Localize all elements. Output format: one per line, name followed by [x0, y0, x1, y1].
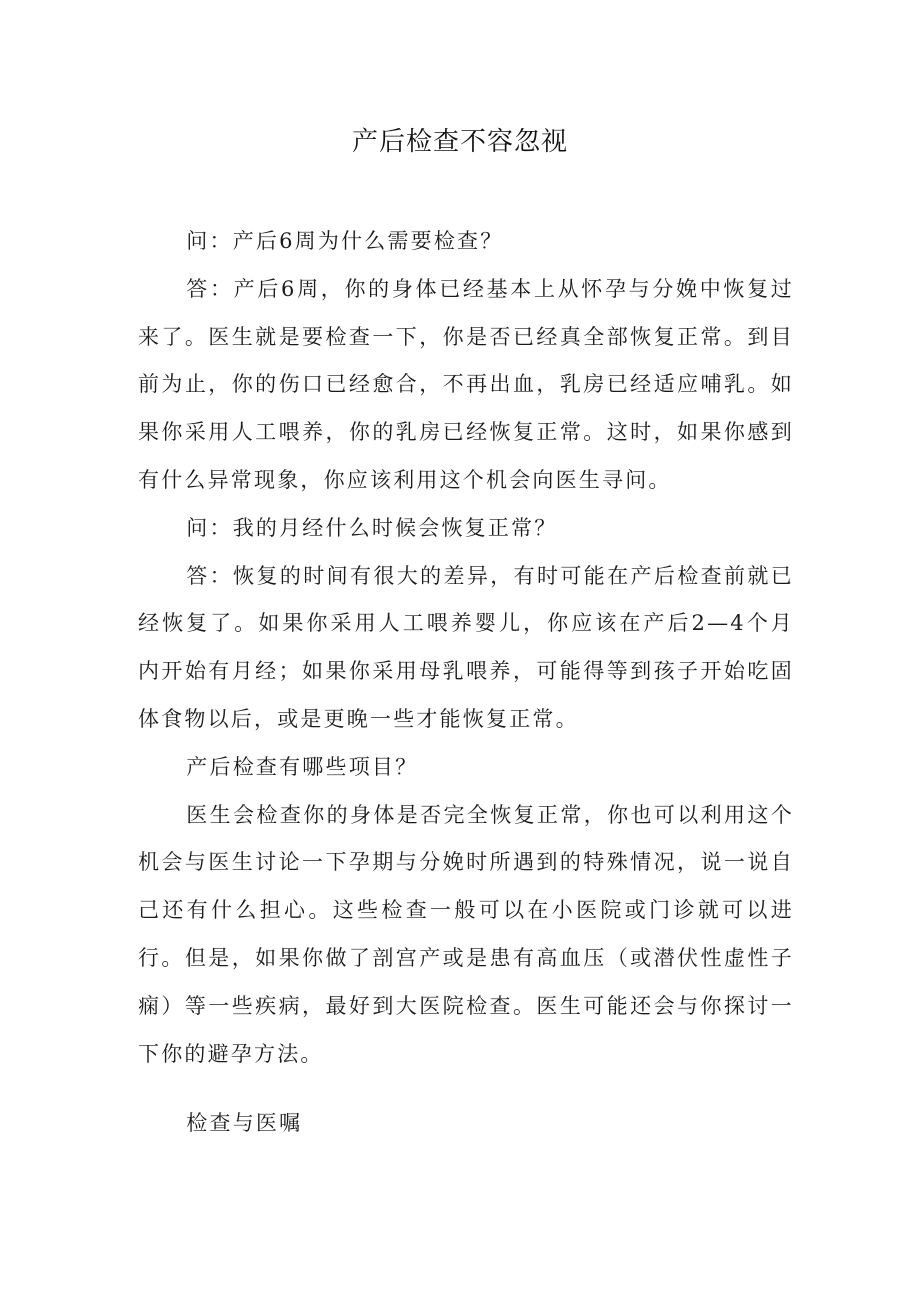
- document-title: 产后检查不容忽视: [351, 127, 568, 157]
- section-heading-paragraph: 检查与医嘱: [186, 1111, 303, 1136]
- document-body: [138, 218, 794, 1148]
- question-paragraph: 问：产后6周为什么需要检查？: [186, 229, 504, 253]
- section-heading-paragraph: 产后检查有哪些项目？: [186, 754, 419, 779]
- body-paragraph: 医生会检查你的身体是否完全恢复正常，你也可以利用这个机会与医生讨论一下孕期与分娩时所遇到的特殊情况，说一说自己还有什么担心。这些检查一般可以在小医院或门诊就可以进行。但是，如果你做了剖宫产或是患有高血压（或潜伏性虚性子痫）等一些疾病，最好到大医院检查。医生可能还会与你探讨一下你的避孕方法。: [138, 802, 794, 1066]
- answer-paragraph: 答：恢复的时间有很大的差异，有时可能在产后检查前就已经恢复了。如果你采用人工喂养婴儿，你应该在产后2—4个月内开始有月经；如果你采用母乳喂养，可能得等到孩子开始吃固体食物以后，或是更晚一些才能恢复正常。: [138, 563, 794, 731]
- answer-paragraph: 答：产后6周，你的身体已经基本上从怀孕与分娩中恢复过来了。医生就是要检查一下，你是否已经真全部恢复正常。到目前为止，你的伤口已经愈合，不再出血，乳房已经适应哺乳。如果你采用人工喂养，你的乳房已经恢复正常。这时，如果你感到有什么异常现象，你应该利用这个机会向医生寻问。: [138, 276, 794, 492]
- question-paragraph: 问：我的月经什么时候会恢复正常？: [186, 515, 558, 540]
